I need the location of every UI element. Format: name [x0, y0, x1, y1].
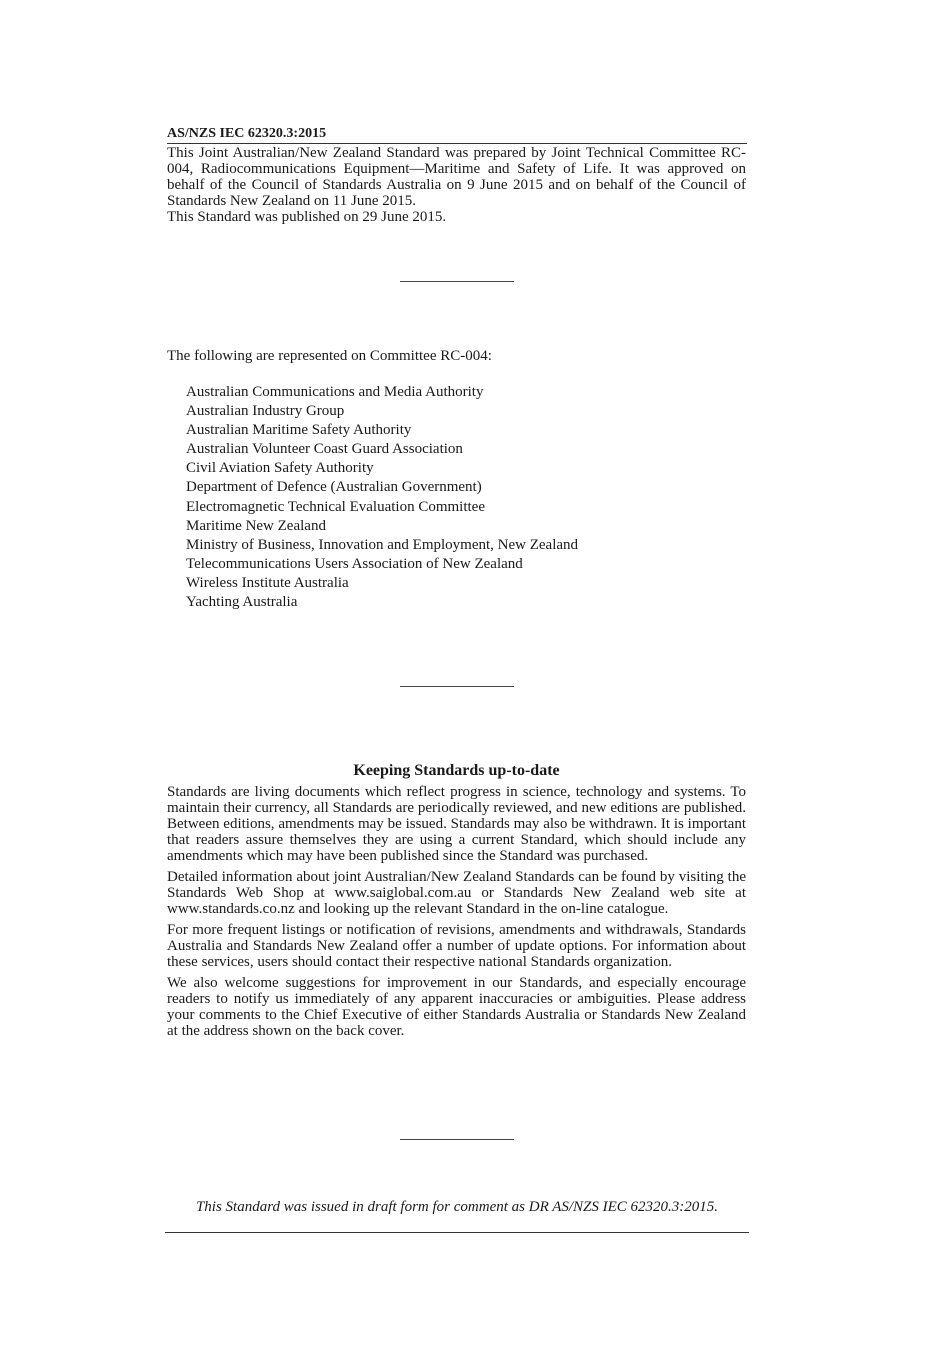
- committee-member: Ministry of Business, Innovation and Employment, New Zealand: [186, 536, 579, 553]
- committee-member: Telecommunications Users Association of New Zealand: [186, 555, 523, 572]
- committee-member: Australian Industry Group: [186, 403, 345, 420]
- committee-member: Yachting Australia: [186, 594, 298, 611]
- draft-note: This Standard was issued in draft form for comment as DR AS/NZS IEC 62320.3:2015.: [195, 1199, 719, 1215]
- committee-member: Maritime New Zealand: [186, 517, 326, 534]
- section-title: Keeping Standards up-to-date: [353, 762, 560, 779]
- keeping-up-to-date-section: [167, 784, 746, 1044]
- preparation-paragraph: This Joint Australian/New Zealand Standard was prepared by Joint Technical Committee RC-004, Radiocommunications Equipment—Maritime and Safety of Life. It was approved on behalf of the Council of Standards Australia on 9 June 2015 and on behalf of the Council of Standards New Zealand on 11 June 2015.: [167, 145, 746, 209]
- standard-number: AS/NZS IEC 62320.3:2015: [167, 126, 747, 144]
- footer-rule: [165, 1232, 749, 1233]
- separator-rule: [400, 686, 514, 687]
- body-paragraph: Detailed information about joint Australian/New Zealand Standards can be found by visiting the Standards Web Shop at www.saiglobal.com.au or Standards New Zealand web site at www.standards.co.nz and looking up the relevant Standard in the on-line catalogue.: [167, 869, 746, 917]
- committee-member: Australian Maritime Safety Authority: [186, 422, 412, 439]
- committee-member-list: [186, 383, 578, 612]
- body-paragraph: For more frequent listings or notification of revisions, amendments and withdrawals, Standards Australia and Standards New Zealand offer a number of update options. For information about these services, users should contact their respective national Standards organization.: [167, 922, 746, 970]
- committee-member: Department of Defence (Australian Government): [186, 479, 482, 496]
- separator-rule: [400, 1139, 514, 1140]
- committee-intro: The following are represented on Committee RC-004:: [167, 348, 492, 364]
- committee-member: Civil Aviation Safety Authority: [186, 460, 374, 477]
- committee-member: Australian Communications and Media Authority: [186, 384, 484, 400]
- body-paragraph: We also welcome suggestions for improvement in our Standards, and especially encourage readers to notify us immediately of any apparent inaccuracies or ambiguities. Please address your comments to the Chief Executive of either Standards Australia or Standards New Zealand at the address shown on the back cover.: [167, 975, 746, 1039]
- committee-member: Electromagnetic Technical Evaluation Committee: [186, 498, 485, 515]
- separator-rule: [400, 281, 514, 282]
- committee-member: Wireless Institute Australia: [186, 574, 349, 591]
- body-paragraph: Standards are living documents which reflect progress in science, technology and systems. To maintain their currency, all Standards are periodically reviewed, and new editions are published. Between editions, amendments may be issued. Standards may also be withdrawn. It is important that readers assure themselves they are using a current Standard, which should include any amendments which may have been published since the Standard was purchased.: [167, 784, 746, 864]
- preparation-notice: [167, 145, 746, 225]
- publication-date: This Standard was published on 29 June 2015.: [167, 209, 447, 225]
- committee-member: Australian Volunteer Coast Guard Association: [186, 441, 463, 458]
